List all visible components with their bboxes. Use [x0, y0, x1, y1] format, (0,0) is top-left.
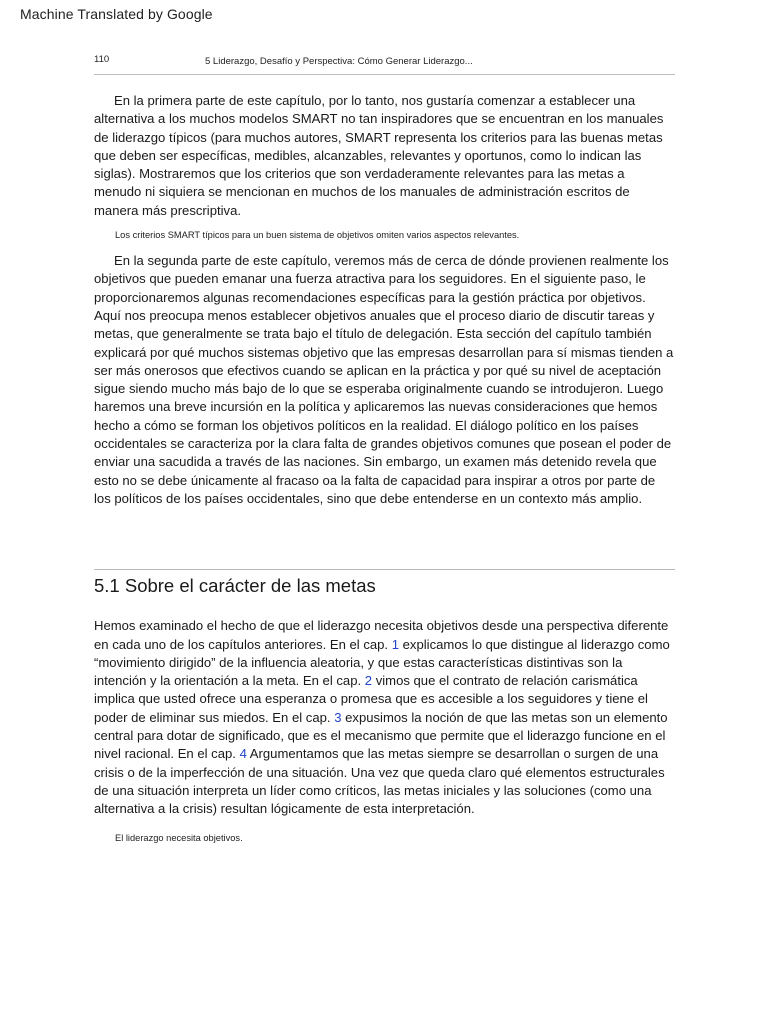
body-paragraph-3 — [94, 617, 675, 818]
paragraph-text: explicamos lo que distingue al liderazgo como “movimiento dirigido” de la influencia aleatoria, y que estas características distintivas son la intención y la orientación a la meta. En el cap. — [94, 636, 670, 689]
section-heading: 5.1 Sobre el carácter de las metas — [94, 575, 376, 597]
paragraph-text: expusimos la noción de que las metas son un elemento central para dotar de significado, que es el mecanismo que permite que el liderazgo funcione en el nivel racional. En el cap. — [94, 709, 668, 762]
chapter-link-4[interactable]: 4 — [239, 746, 247, 762]
running-title: 5 Liderazgo, Desafío y Perspectiva: Cómo Generar Liderazgo... — [205, 56, 473, 67]
body-paragraph-1: En la primera parte de este capítulo, por lo tanto, nos gustaría comenzar a establecer una alternativa a los muchos modelos SMART no tan inspiradores que se encuentran en los manuales de liderazgo típicos (para muchos autores, SMART representa los criterios para las buenas metas que deben ser específicas, medibles, alcanzables, relevantes y oportunos, como lo indican las siglas). Mostraremos que los criterios que son verdaderamente relevantes para las metas a menudo ni siquiera se mencionan en muchos de los manuales de administración escritos de manera más prescriptiva. — [94, 93, 664, 218]
margin-note-2: El liderazgo necesita objetivos. — [115, 832, 243, 843]
chapter-link-1[interactable]: 1 — [391, 636, 400, 652]
paragraph-text: vimos que el contrato de relación carismática implica que usted ofrece una esperanza o promesa que es accesible a los seguidores y tiene el poder de eliminar sus miedos. En el cap. — [94, 673, 648, 725]
running-header — [94, 52, 675, 74]
section-rule — [94, 569, 675, 570]
margin-note-1: Los criterios SMART típicos para un buen sistema de objetivos omiten varios aspectos relevantes. — [115, 230, 520, 241]
chapter-link-3[interactable]: 3 — [334, 709, 342, 725]
chapter-link-2[interactable]: 2 — [364, 673, 373, 689]
page-number: 110 — [94, 54, 110, 65]
paragraph-text: Argumentamos que las metas siempre se desarrollan o surgen de una crisis o de la imperfección de una situación. Una vez que queda claro qué elementos estructurales de una situación interpreta un líder como críticos, las metas iniciales y las soluciones (como una alternativa a la crisis) resultan lógicamente de esta interpretación. — [94, 746, 665, 817]
header-rule — [94, 74, 675, 75]
paragraph-text: Hemos examinado el hecho de que el liderazgo necesita objetivos desde una perspectiva diferente en cada uno de los capítulos anteriores. En el cap. — [94, 618, 669, 652]
machine-translation-banner: Machine Translated by Google — [20, 6, 213, 22]
document-page — [94, 52, 675, 843]
body-paragraph-2: En la segunda parte de este capítulo, veremos más de cerca de dónde provienen realmente los objetivos que pueden emanar una fuerza atractiva para los seguidores. En el siguiente paso, le proporcionaremos algunas recomendaciones específicas para la gestión práctica por objetivos. Aquí nos preocupa menos establecer objetivos anuales que el proceso diario de discutir tareas y metas, que generalmente se trata bajo el título de delegación. Esta sección del capítulo también explicará por qué muchos sistemas objetivo que las empresas desarrollan para sí mismas tienden a ser más onerosos que efectivos cuando se aplican en la práctica y por qué su nivel de aceptación sigue siendo mucho más bajo de lo que se esperaba originalmente cuando se introdujeron. Luego haremos una breve incursión en la política y aplicaremos las nuevas consideraciones que hemos hecho a cómo se forman los objetivos políticos en la realidad. El diálogo político en los países occidentales se caracteriza por la clara falta de grandes objetivos comunes que posean el poder de enviar una sacudida a través de las naciones. Sin embargo, un examen más detenido revela que esto no se debe únicamente al fracaso oa la falta de capacidad para inspirar a otros por parte de los políticos de los países occidentales, sino que debe entenderse en un contexto más amplio. — [94, 253, 674, 506]
